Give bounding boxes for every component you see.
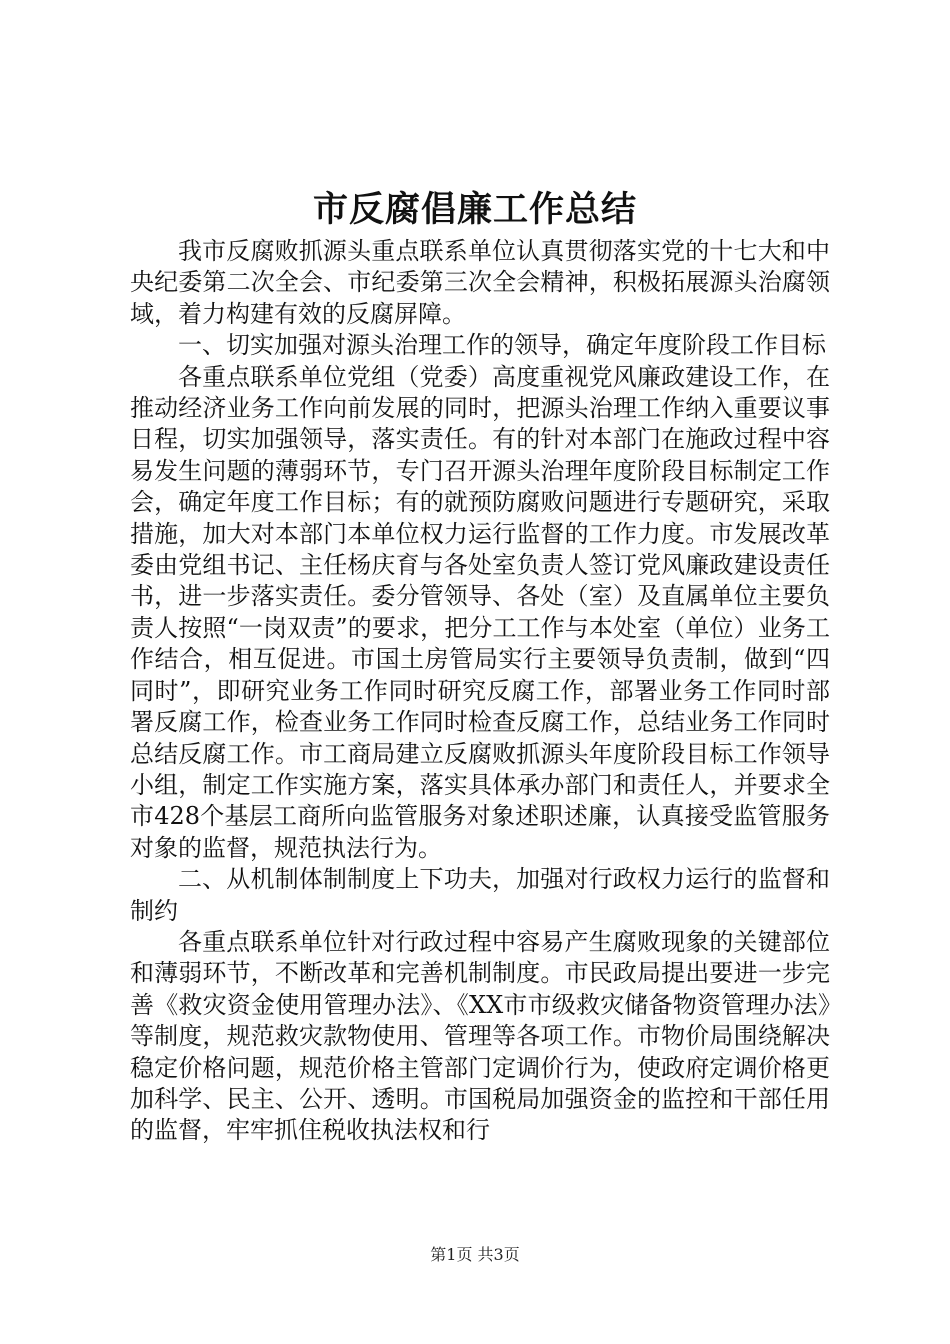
section-heading-1: 一、切实加强对源头治理工作的领导，确定年度阶段工作目标 [178,331,826,360]
section-heading-2: 二、从机制体制制度上下功夫，加强对行政权力运行的监督和制约 [130,865,830,925]
section-2-paragraph: 各重点联系单位针对行政过程中容易产生腐败现象的关键部位和薄弱环节，不断改革和完善机制制度。市民政局提出要进一步完善《救灾资金使用管理办法》、《XX市市级救灾储备物资管理办法》等制度，规范救灾款物使用、管理等各项工作。市物价局围绕解决稳定价格问题，规范价格主管部门定调价行为，使政府定调价格更加科学、民主、公开、透明。市国税局加强资金的监控和干部任用的监督，牢牢抓住税收执法权和行 [130,927,830,1145]
page-footer: 第1页 共3页 [430,1245,520,1264]
intro-paragraph: 我市反腐败抓源头重点联系单位认真贯彻落实党的十七大和中央纪委第二次全会、市纪委第三次全会精神，积极拓展源头治腐领域，着力构建有效的反腐屏障。 [130,237,830,328]
document-title: 市反腐倡廉工作总结 [312,189,637,230]
section-1-paragraph: 各重点联系单位党组（党委）高度重视党风廉政建设工作，在推动经济业务工作向前发展的同时，把源头治理工作纳入重要议事日程，切实加强领导，落实责任。有的针对本部门在施政过程中容易发生问题的薄弱环节，专门召开源头治理年度阶段目标制定工作会，确定年度工作目标；有的就预防腐败问题进行专题研究，采取措施，加大对本部门本单位权力运行监督的工作力度。市发展改革委由党组书记、主任杨庆育与各处室负责人签订党风廉政建设责任书，进一步落实责任。委分管领导、各处（室）及直属单位主要负责人按照“一岗双责”的要求，把分工工作与本处室（单位）业务工作结合，相互促进。市国土房管局实行主要领导负责制，做到“四同时”，即研究业务工作同时研究反腐工作，部署业务工作同时部署反腐工作，检查业务工作同时检查反腐工作，总结业务工作同时总结反腐工作。市工商局建立反腐败抓源头年度阶段目标工作领导小组，制定工作实施方案，落实具体承办部门和责任人，并要求全市428个基层工商所向监管服务对象述职述廉，认真接受监管服务对象的监督，规范执法行为。 [130,362,830,862]
document-body [130,236,830,1147]
